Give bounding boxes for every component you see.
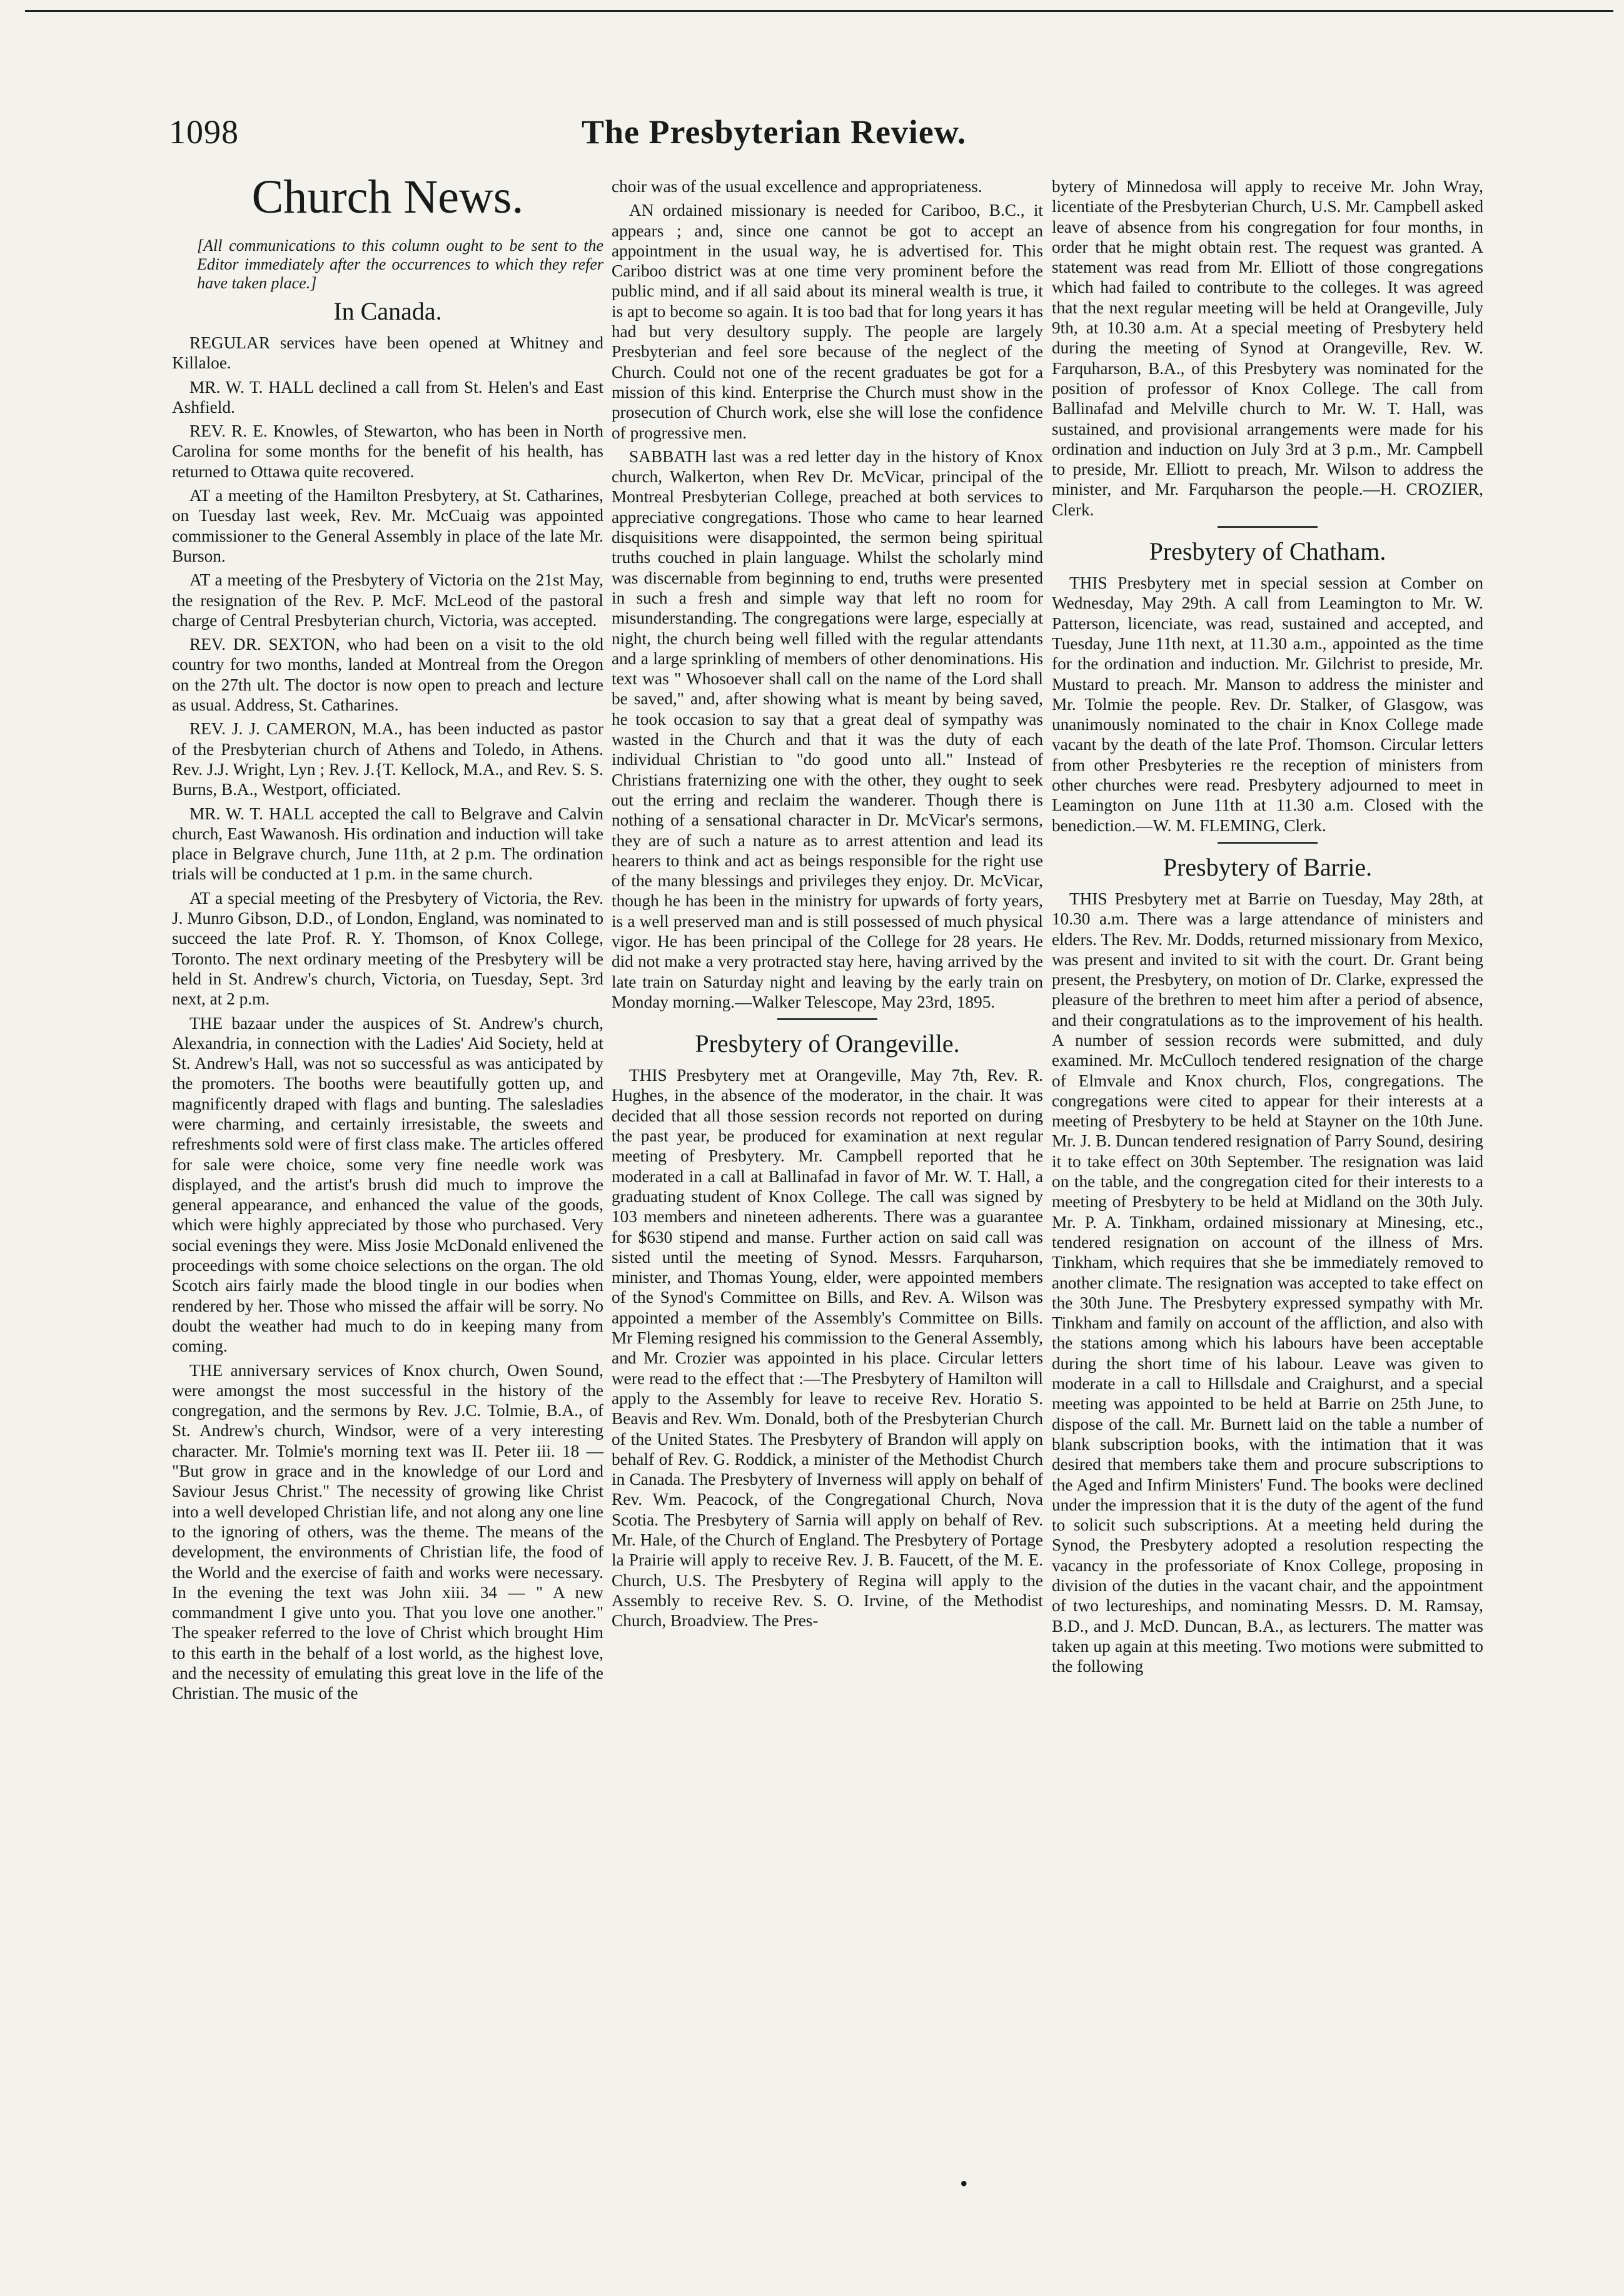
news-item: choir was of the usual excellence and appropriateness. <box>612 177 982 196</box>
news-item: REGULAR services have been opened at Whitney and Killaloe. <box>172 333 603 373</box>
section-divider <box>1218 842 1318 844</box>
chatham-report: THIS Presbytery met in special session at Comber on Wednesday, May 29th. A call from Leamington to Mr. W. Patterson, licenciate, was read, sustained and accepted, and Tuesday, June 11th next, at 11.30 a.m., appointed as the time for the ordination and induction. Mr. Gilchrist to preside, Mr. Mustard to preach. Mr. Manson to address the minister and Mr. Tolmie the people. Rev. Dr. Stalker, of Glasgow, was unanimously nominated to the chair in Knox College made vacant by the death of the late Prof. Thomson. Circular letters from other Presbyteries re the reception of ministers from other churches were read. Presbytery adjourned to meet in Leamington on June 11th at 11.30 a.m. Closed with the benediction.—W. M. FLEMING, Clerk. <box>1052 574 1483 835</box>
news-item: MR. W. T. HALL declined a call from St. Helen's and East Ashfield. <box>172 377 603 417</box>
chatham-heading: Presbytery of Chatham. <box>1149 537 1386 566</box>
section-divider <box>1218 526 1318 528</box>
news-item: MR. W. T. HALL accepted the call to Belgrave and Calvin church, East Wawanosh. His ordination and induction will take place in Belgrave church, June 11th, at 2 p.m. The ordination trials will be conducted at 1 p.m. in the same church. <box>172 804 603 884</box>
barrie-report: THIS Presbytery met at Barrie on Tuesday, May 28th, at 10.30 a.m. There was a large attendance of ministers and elders. The Rev. Mr. Dodds, returned missionary from Mexico, was present and invited to sit with the court. Dr. Grant being present, the Presbytery, on motion of Dr. Clarke, expressed the pleasure of the brethren to meet him after a period of absence, and their congratulations as to the improvement of his health. A number of session records were submitted, and duly examined. Mr. McCulloch tendered resignation of the charge of Elmvale and Knox church, Flos, congregations. The congregations were cited to appear for their interests at a meeting of Presbytery to be held at Stayner on the 10th June. Mr. J. B. Duncan tendered resignation of Parry Sound, desiring it to take effect on 30th September. The resignation was laid on the table, and the congregation cited for their interests to a meeting of Presbytery to be held at Midland on the 30th July. Mr. P. A. Tinkham, ordained missionary at Minesing, etc., tendered resignation on account of the illness of Mrs. Tinkham, which requires that she be immediately removed to another climate. The resignation was accepted to take effect on the 30th June. The Presbytery expressed sympathy with Mr. Tinkham and family on account of the affliction, and also with the stations among which his labours have been acceptable during the short time of his labour. Leave was given to moderate in a call to Hillsdale and Craighurst, and a special meeting was appointed to be held at Barrie on 25th June, to dispose of the call. Mr. Burnett laid on the table a number of blank subscription books, with the intimation that it was desired that members take them and procure subscriptions to the Aged and Infirm Ministers' Fund. The books were declined under the impression that it is the duty of the agent of the fund to solicit such subscriptions. At a meeting held during the Synod, the Presbytery adopted a resolution respecting the vacancy in the professoriate of Knox College, proposing in division of the duties in the vacant chair, and the appointment of two lectureships, and nominating Messrs. D. M. Ramsay, B.D., and J. McD. Duncan, B.A., as lecturers. The matter was taken up again at this meeting. Two motions were submitted to the following <box>1052 889 1483 1676</box>
news-item: AN ordained missionary is needed for Cariboo, B.C., it appears ; and, since one cannot be got to accept an appointment in the usual way, he is advertised for. This Cariboo district was at one time very prominent before the public mind, and if all said about its mineral wealth is true, it is apt to become so again. It is too bad that for long years it has had but very desultory supply. The people are largely Presbyterian and feel sore because of the neglect of the Church. Could not one of the recent graduates be got for a mission of this kind. Enterprise the Church must show in the prosecution of Church work, else she will lose the confidence of progressive men. <box>612 201 1043 442</box>
section-title: Church News. <box>251 171 524 223</box>
orangeville-report: THIS Presbytery met at Orangeville, May 7th, Rev. R. Hughes, in the absence of the moderator, in the chair. It was decided that all those session records not reported on during the past year, be produced for examination at next regular meeting of Presbytery. Mr. Campbell reported that he moderated in a call at Ballinafad in favor of Mr. W. T. Hall, a graduating student of Knox College. The call was signed by 103 members and nineteen adherents. There was a guarantee for $630 stipend and manse. Further action on said call was sisted until the meeting of Synod. Messrs. Farquharson, minister, and Thomas Young, elder, were appointed members of the Synod's Committee on Bills, and Rev. A. Wilson was appointed a member of the Assembly's Committee on Bills. Mr Fleming resigned his commission to the General Assembly, and Mr. Crozier was appointed in his place. Circular letters were read to the effect that :—The Presbytery of Hamilton will apply to the Assembly for leave to receive Rev. Horatio S. Beavis and Rev. Wm. Donald, both of the Presbyterian Church of the United States. The Presbytery of Brandon will apply on behalf of Rev. G. Roddick, a minister of the Methodist Church in Canada. The Presbytery of Inverness will apply on behalf of Rev. Wm. Peacock, of the Congregational Church, Nova Scotia. The Presbytery of Sarnia will apply on behalf of Rev. Mr. Hale, of the Church of England. The Presbytery of Portage la Prairie will apply to receive Rev. J. B. Faucett, of the M. E. Church, U.S. The Presbytery of Regina will apply to the Assembly to receive Rev. S. O. Irvine, of the Methodist Church, Broadview. The Pres- <box>612 1066 1043 1631</box>
column-2 <box>612 176 1043 1634</box>
column-1 <box>172 169 603 1707</box>
news-item: REV. DR. SEXTON, who had been on a visit to the old country for two months, landed at Montreal from the Oregon on the 27th ult. The doctor is now open to preach and lecture as usual. Address, St. Catharines. <box>172 635 603 715</box>
journal-title: The Presbyterian Review. <box>582 113 967 151</box>
news-item: REV. R. E. Knowles, of Stewarton, who has been in North Carolina for some months for the benefit of his health, has returned to Ottawa quite recovered. <box>172 422 603 481</box>
news-item: AT a meeting of the Hamilton Presbytery, at St. Catharines, on Tuesday last week, Rev. Mr. McCuaig was appointed commissioner to the General Assembly in place of the late Mr. Burson. <box>172 486 603 565</box>
printer-mark: • <box>960 2171 968 2196</box>
news-item: AT a special meeting of the Presbytery of Victoria, the Rev. J. Munro Gibson, D.D., of London, England, was nominated to succeed the late Prof. R. Y. Thomson, of Knox College, Toronto. The next ordinary meeting of the Presbytery will be held in St. Andrew's church, Victoria, on Tuesday, Sept. 3rd next, at 2 p.m. <box>172 888 603 1009</box>
column-3 <box>1052 176 1483 1680</box>
orangeville-heading: Presbytery of Orangeville. <box>695 1029 960 1058</box>
news-item: THE anniversary services of Knox church, Owen Sound, were amongst the most successful in the history of the congregation, and the sermons by Rev. J.C. Tolmie, B.A., of St. Andrew's church, Windsor, were of a very interesting character. Mr. Tolmie's morning text was II. Peter iii. 18 — "But grow in grace and in the knowledge of our Lord and Saviour Jesus Christ." The necessity of growing like Christ into a well developed Christian life, and not along any one line to the ignoring of others, was the theme. The means of the development, the environments of Christian life, the food of the World and the exercise of faith and works were necessary. In the evening the text was John xiii. 34 — " A new commandment I give unto you. That you love one another." The speaker referred to the love of Christ which brought Him to this earth in the behalf of a lost world, as the highest love, and the necessity of emulating this great love in the life of the Christian. The music of the <box>172 1360 603 1703</box>
news-item: AT a meeting of the Presbytery of Victoria on the 21st May, the resignation of the Rev. P. McF. McLeod of the pastoral charge of Central Presbyterian church, Victoria, was accepted. <box>172 570 603 630</box>
news-item: SABBATH last was a red letter day in the history of Knox church, Walkerton, when Rev Dr. McVicar, principal of the Montreal Presbyterian College, preached at both services to appreciative congregations. Those who came to hear learned disquisitions were disappointed, the sermon being spiritual truths couched in plain language. Whilst the scholarly mind was discernable from beginning to end, truths were presented in such a fresh and simple way that left no room for misunderstanding. The congregations were large, especially at night, the church being well filled with the regular attendants and a large sprinkling of members of other denominations. His text was " Whosoever shall call on the name of the Lord shall be saved," and, after showing what is meant by being saved, he took occasion to say that a great deal of sympathy was wasted in the Church and that it was the duty of each individual Christian to "do good unto all." Instead of Christians fraternizing one with the other, they ought to seek out the erring and reclaim the wanderer. Though there is nothing of a sensational character in Dr. McVicar's sermons, they are of such a nature as to arrest attention and lead its hearers to think and act as beings responsible for the right use of the many blessings and privileges they enjoy. Dr. McVicar, though he has been in the ministry for upwards of forty years, is a well preserved man and is still possessed of much physical vigor. He has been principal of the College for 28 years. He did not make a very protracted stay here, having arrived by the late train on Saturday night and leaving by the early train on Monday morning.—Walker Telescope, May 23rd, 1895. <box>612 447 1043 1011</box>
barrie-heading: Presbytery of Barrie. <box>1163 852 1373 881</box>
news-item: REV. J. J. CAMERON, M.A., has been inducted as pastor of the Presbyterian church of Athens and Toledo, in Athens. Rev. J.J. Wright, Lyn ; Rev. J.{T. Kellock, M.A., and Rev. S. S. Burns, B.A., Westport, officiated. <box>172 719 603 799</box>
news-item: THE bazaar under the auspices of St. Andrew's church, Alexandria, in connection with the Ladies' Aid Society, held at St. Andrew's Hall, was not so successful as was anticipated by the promoters. The booths were beautifully gotten up, and magnificently draped with flags and bunting. The salesladies were charming, and certainly irresistable, the sweets and refreshments sold were of first class make. The articles offered for sale were choice, some very fine needle work was displayed, and the artist's brush did much to improve the general appearance, and enhanced the value of the goods, which were highly appreciated by those who purchased. Very social evenings they were. Miss Josie McDonald enlivened the proceedings with some choice selections on the organ. The old Scotch airs fairly made the blood tingle in our bodies when rendered by her. Those who missed the affair will be sorry. No doubt the weather had much to do in keeping many from coming. <box>172 1013 603 1356</box>
section-divider <box>777 1018 877 1020</box>
orangeville-continuation: bytery of Minnedosa will apply to receive Mr. John Wray, licentiate of the Presbyterian Church, U.S. Mr. Campbell asked leave of absence from his congregation for four months, in order that he might obtain rest. The request was granted. A statement was read from Mr. Elliott of those congregations which had failed to contribute to the colleges. It was agreed that the next regular meeting will be held at Orangeville, July 9th, at 10.30 a.m. At a special meeting of Presbytery held during the meeting of Synod at Orangeville, Rev. W. Farquharson, B.A., of this Presbytery was nominated for the position of professor of Knox College. The call from Ballinafad and Melville church to Mr. W. T. Hall, was sustained, and provisional arrangements were made for his ordination and induction on July 3rd at 3 p.m., Mr. Campbell to preside, Mr. Elliott to preach, Mr. Wilson to address the minister, and Mr. Farquharson the people.—H. CROZIER, Clerk. <box>1052 177 1483 519</box>
section-subtitle: In Canada. <box>333 297 442 325</box>
page-number: 1098 <box>169 113 239 151</box>
top-rule <box>25 10 1613 12</box>
editor-note: [All communications to this column ought to be sent to the Editor immediately after the occurrences to which they refer have taken place.] <box>197 236 603 292</box>
